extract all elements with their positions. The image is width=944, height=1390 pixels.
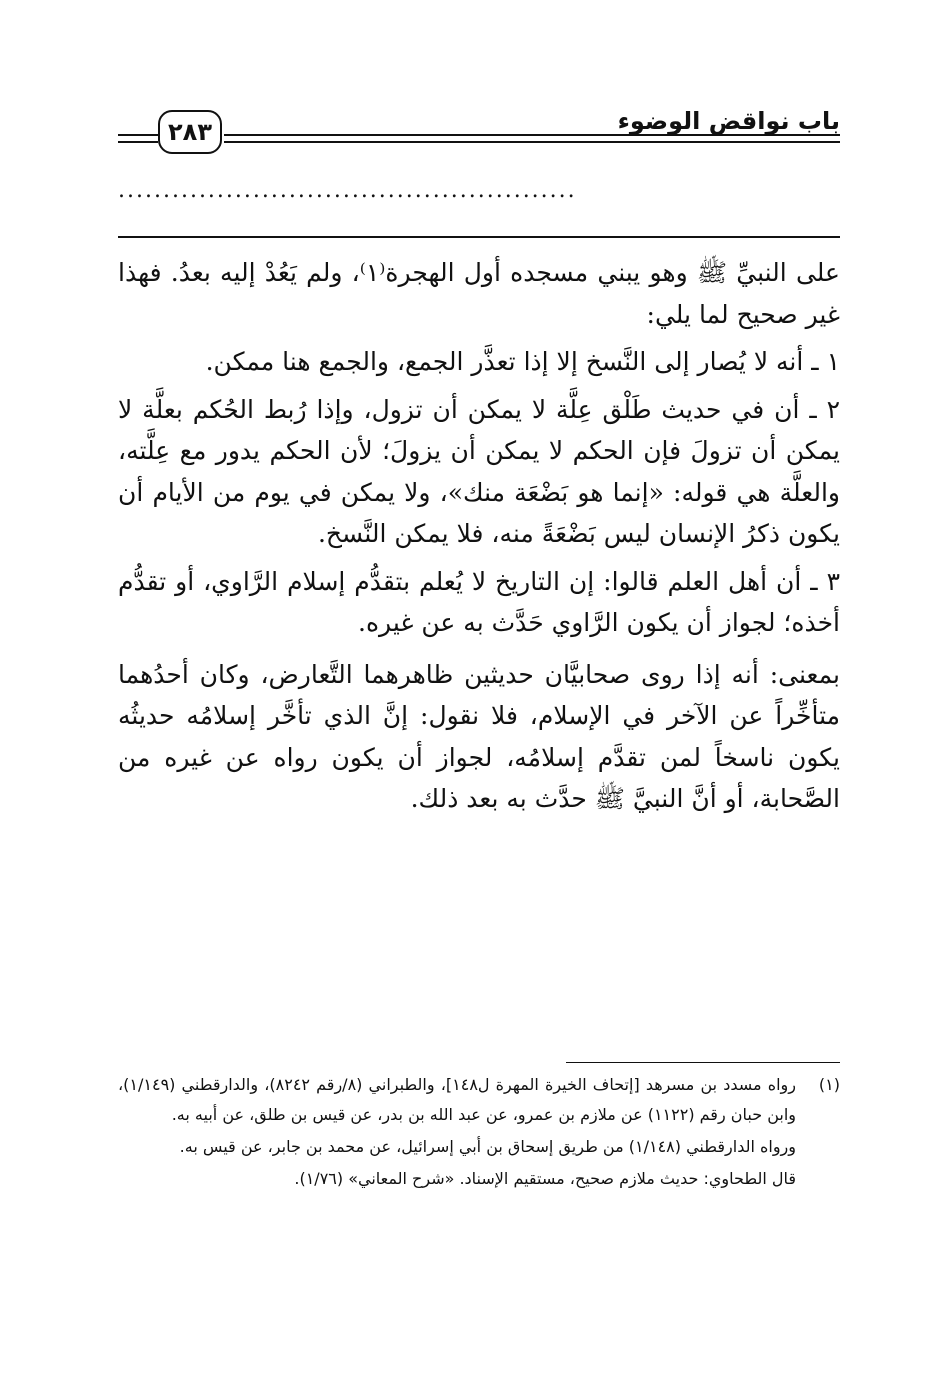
footnote-rule bbox=[566, 1062, 840, 1063]
footnotes bbox=[118, 1070, 840, 1194]
footnote-line: رواه مسدد بن مسرهد [إتحاف الخيرة المهرة ل١٤٨]، والطبراني (٨/رقم ٨٢٤٢)، والدارقطني (١/١٤٩)، وابن حبان رقم (١١٢٢) عن ملازم بن عمرو، عن عبد الله بن بدر، عن قيس بن طلق، عن أبيه به. bbox=[118, 1075, 796, 1124]
footnote-body bbox=[118, 1070, 796, 1194]
dotted-separator: ................................................... bbox=[118, 178, 577, 203]
chapter-title: باب نواقض الوضوء bbox=[617, 107, 840, 135]
footnote-number: (١) bbox=[818, 1075, 840, 1094]
paragraph-explanation: بمعنى: أنه إذا روى صحابيَّان حديثين ظاهرهما التَّعارض، وكان أحدُهما متأخِّراً عن الآخر في الإسلام، فلا نقول: إنَّ الذي تأخَّر إسلامُه حديثُه يكون ناسخاً لمن تقدَّم إسلامُه، لجواز أن يكون رواه عن غيره من الصَّحابة، أو أنَّ النبيَّ ﷺ حدَّث به بعد ذلك. bbox=[118, 659, 840, 813]
paragraph-intro: على النبيِّ ﷺ وهو يبني مسجده أول الهجرة⁽١⁾، ولم يَعُدْ إليه بعدُ. فهذا غير صحيح لما يلي: bbox=[118, 258, 840, 329]
paragraph-point-3: ٣ ـ أن أهل العلم قالوا: إن التاريخ لا يُعلم بتقدُّم إسلام الرَّاوي، أو تقدُّم أخذه؛ لجواز أن يكون الرَّاوي حَدَّث به عن غيره. bbox=[118, 566, 840, 637]
footnote bbox=[118, 1070, 840, 1194]
body-top-rule bbox=[118, 236, 840, 238]
footnote-line: قال الطحاوي: حديث ملازم صحيح، مستقيم الإسناد. «شرح المعاني» (١/٧٦). bbox=[294, 1169, 796, 1188]
paragraph-point-2: ٢ ـ أن في حديث طَلْق عِلَّة لا يمكن أن تزول، وإذا رُبط الحُكم بعلَّة لا يمكن أن تزولَ فإن الحكم لا يمكن أن يزولَ؛ لأن الحكم يدور مع عِلَّته، والعلَّة هي قوله: «إنما هو بَضْعَة منك»، ولا يمكن في يوم من الأيام أن يكون ذكرُ الإنسان ليس بَضْعَةً منه، فلا يمكن النَّسخ. bbox=[118, 394, 840, 548]
paragraph-point-1: ١ ـ أنه لا يُصار إلى النَّسخ إلا إذا تعذَّر الجمع، والجمع هنا ممكن. bbox=[205, 347, 840, 376]
footnote-line: ورواه الدارقطني (١/١٤٨) من طريق إسحاق بن أبي إسرائيل، عن محمد بن جابر، عن قيس به. bbox=[179, 1137, 796, 1156]
page-number-badge: ٢٨٣ bbox=[158, 110, 222, 154]
page-header bbox=[118, 100, 840, 160]
main-text bbox=[118, 252, 840, 826]
header-rule-left bbox=[118, 134, 158, 143]
